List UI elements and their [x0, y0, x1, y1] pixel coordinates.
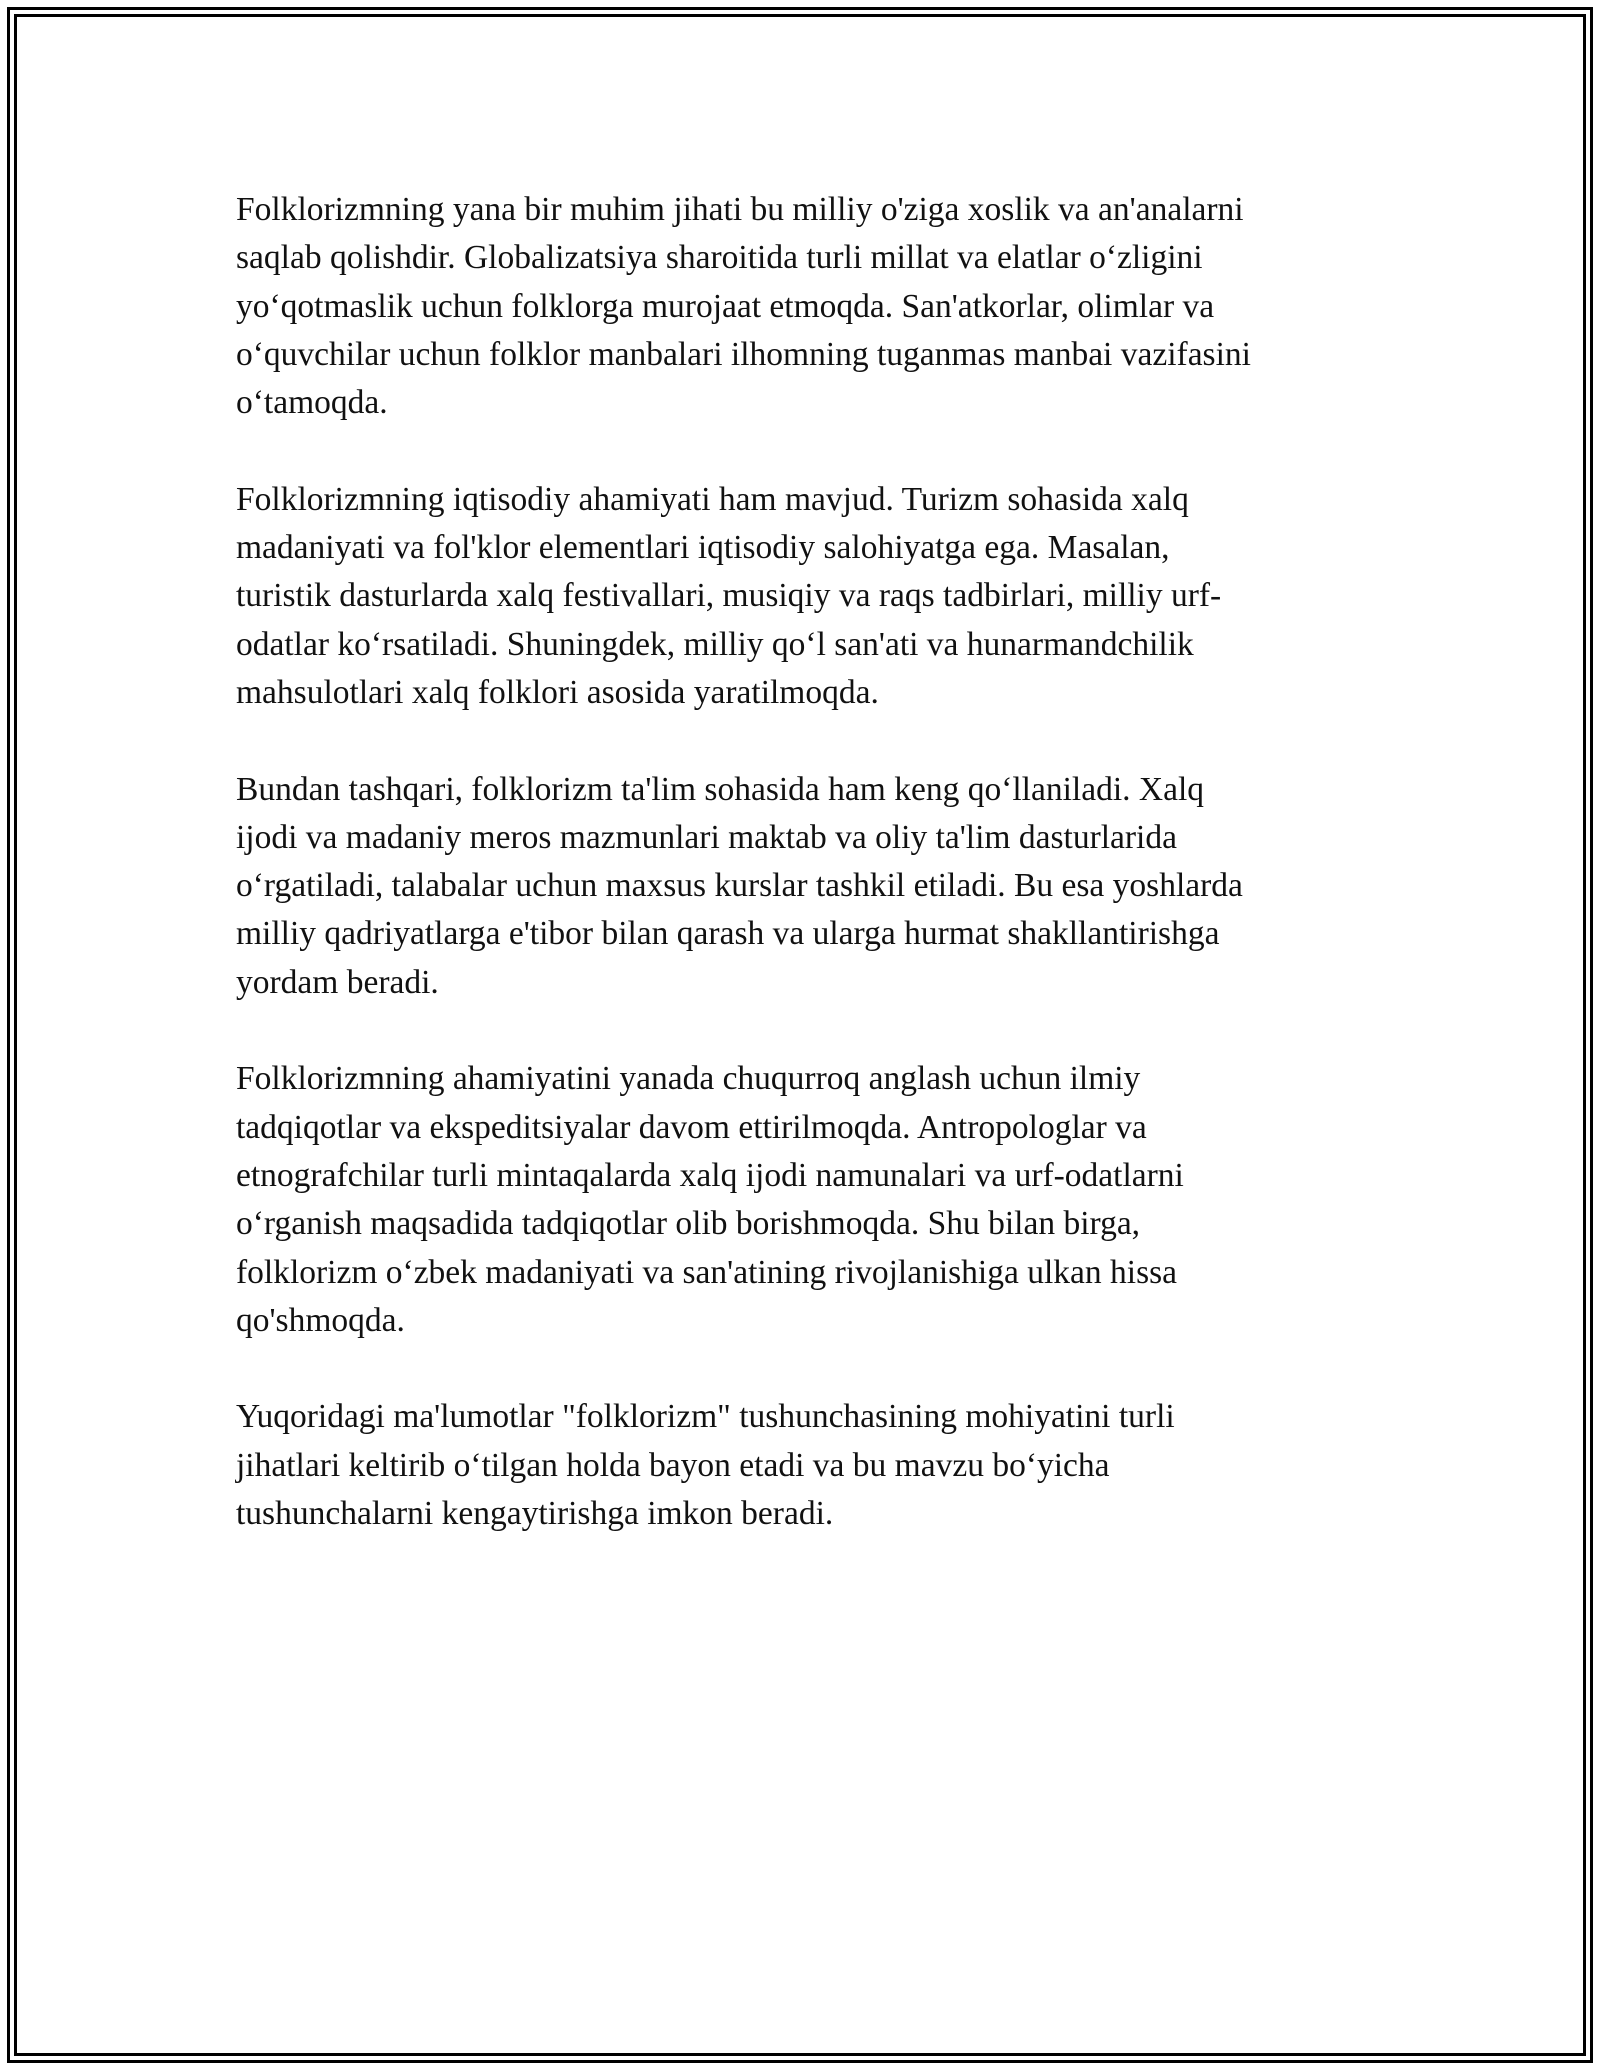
text-line: madaniyati va fol'klor elementlari iqtisodiy salohiyatga ega. Masalan, — [236, 529, 1170, 567]
text-line: tadqiqotlar va ekspeditsiyalar davom ettirilmoqda. Antropologlar va — [236, 1108, 1147, 1146]
text-line: o‘quvchilar uchun folklor manbalari ilhomning tuganmas manbai vazifasini — [236, 335, 1251, 373]
text-line: o‘rgatiladi, talabalar uchun maxsus kurslar tashkil etiladi. Bu esa yoshlarda — [236, 867, 1243, 905]
text-line: jihatlari keltirib o‘tilgan holda bayon etadi va bu mavzu bo‘yicha — [236, 1446, 1110, 1484]
text-line: milliy qadriyatlarga e'tibor bilan qarash va ularga hurmat shakllantirishga — [236, 915, 1220, 953]
text-line: o‘rganish maqsadida tadqiqotlar olib borishmoqda. Shu bilan birga, — [236, 1205, 1141, 1243]
text-line: mahsulotlari xalq folklori asosida yaratilmoqda. — [236, 673, 879, 711]
text-line: Yuqoridagi ma'lumotlar "folklorizm" tushunchasining mohiyatini turli — [236, 1398, 1175, 1436]
paragraph-conclusion — [236, 1393, 1360, 1538]
text-line: ijodi va madaniy meros mazmunlari maktab va oliy ta'lim dasturlarida — [236, 818, 1177, 856]
text-line: Folklorizmning iqtisodiy ahamiyati ham mavjud. Turizm sohasida xalq — [236, 480, 1189, 518]
text-line: qo'shmoqda. — [236, 1301, 405, 1339]
paragraph-economic — [236, 476, 1360, 717]
text-line: folklorizm o‘zbek madaniyati va san'atining rivojlanishiga ulkan hissa — [236, 1253, 1178, 1291]
text-line: o‘tamoqda. — [236, 384, 388, 422]
text-line: Folklorizmning ahamiyatini yanada chuqurroq anglash uchun ilmiy — [236, 1060, 1141, 1098]
text-line: Folklorizmning yana bir muhim jihati bu milliy o'ziga xoslik va an'analarni — [236, 191, 1244, 228]
text-line: turistik dasturlarda xalq festivallari, musiqiy va raqs tadbirlari, milliy urf- — [236, 577, 1222, 615]
text-line: odatlar ko‘rsatiladi. Shuningdek, milliy qo‘l san'ati va hunarmandchilik — [236, 625, 1194, 663]
paragraph-research — [236, 1055, 1360, 1345]
text-line: tushunchalarni kengaytirishga imkon beradi. — [236, 1495, 834, 1533]
text-line: Bundan tashqari, folklorizm ta'lim sohasida ham keng qo‘llaniladi. Xalq — [236, 770, 1205, 808]
text-line: yo‘qotmaslik uchun folklorga murojaat etmoqda. San'atkorlar, olimlar va — [236, 287, 1215, 325]
document-body — [236, 186, 1360, 1587]
text-line: etnografchilar turli mintaqalarda xalq ijodi namunalari va urf-odatlarni — [236, 1156, 1184, 1194]
paragraph-education — [236, 766, 1360, 1007]
text-line: yordam beradi. — [236, 963, 439, 1001]
paragraph-globalization — [236, 186, 1360, 427]
text-line: saqlab qolishdir. Globalizatsiya sharoitida turli millat va elatlar o‘zligini — [236, 239, 1203, 277]
